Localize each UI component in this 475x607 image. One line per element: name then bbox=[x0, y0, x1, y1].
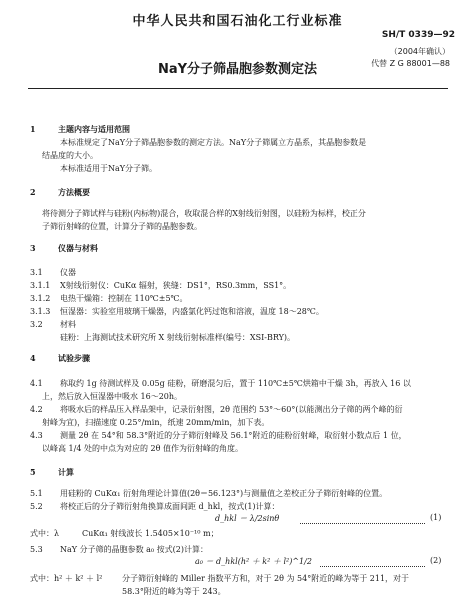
subsection-3-2: 3.2 材料 bbox=[30, 320, 76, 329]
section-5-heading bbox=[30, 466, 74, 479]
subsection-4-1: 4.1 称取约 1g 待测试样及 0.05g 硅粉，研磨混匀后，置于 110℃±5℃烘箱中干燥 3h，再放入 16 以 bbox=[30, 379, 411, 388]
equation-number: (1) bbox=[430, 513, 442, 522]
standard-code: SH/T 0339—92 bbox=[381, 30, 455, 40]
equation-leader bbox=[320, 566, 425, 567]
section-4-heading bbox=[30, 352, 90, 365]
paragraph: 将待测分子筛试样与硅粉(内标物)混合，收取混合样的X射线衍射图，以硅粉为标样，校正分 bbox=[42, 209, 366, 218]
subsection-5-3: 5.3 NaY 分子筛的晶胞参数 a₀ 按式(2)计算： bbox=[30, 545, 208, 554]
section-number: 5 bbox=[30, 467, 36, 477]
subsection-5-2: 5.2 将校正后的分子筛衍射角换算成面间距 d_hkl，按式(1)计算： bbox=[30, 502, 280, 511]
section-3-heading bbox=[30, 242, 98, 255]
subsection-3-1-1: 3.1.1 X射线衍射仪：CuKα 辐射，狭缝：DS1°，RS0.3mm，SS1°。 bbox=[30, 281, 292, 290]
section-title: 计算 bbox=[58, 467, 74, 477]
section-title: 仪器与材料 bbox=[58, 243, 98, 253]
definition-lambda: 式中：λ CuKα₁ 射线波长 1.5405×10⁻¹⁰ m； bbox=[30, 529, 219, 538]
definition-miller-cont: 58.3°附近的峰为等于 243。 bbox=[122, 587, 226, 596]
paragraph: 本标准适用于NaY分子筛。 bbox=[60, 164, 158, 173]
section-title: 方法概要 bbox=[58, 187, 90, 197]
paragraph: 本标准规定了NaY分子筛晶胞参数的测定方法。NaY分子筛属立方晶系，其晶胞参数是 bbox=[60, 138, 367, 147]
header-rule bbox=[28, 88, 448, 89]
equation-number: (2) bbox=[430, 556, 442, 565]
equation-1: d_hkl ＝ λ/2sinθ bbox=[215, 514, 280, 523]
section-number: 1 bbox=[30, 124, 36, 134]
equation-2: a₀ ＝ d_hkl(h² ＋ k² ＋ l²)^1/2 bbox=[195, 557, 312, 566]
section-1-heading bbox=[30, 123, 130, 136]
edition-note: （2004年确认） bbox=[389, 47, 450, 56]
subsection-3-1-2: 3.1.2 电热干燥箱：控制在 110℃±5℃。 bbox=[30, 294, 188, 303]
section-number: 2 bbox=[30, 187, 36, 197]
paragraph: 硅粉：上海测试技术研究所 X 射线衍射标准样(编号：XSI-BRY)。 bbox=[60, 333, 295, 342]
paragraph: 子筛衍射峰的位置，计算分子筛的晶胞参数。 bbox=[42, 222, 202, 231]
document-title: NaY分子筛晶胞参数测定法 bbox=[157, 62, 318, 77]
subsection-4-2-cont: 射峰为宜)，扫描速度 0.25°/min，纸速 20mm/min，加下表。 bbox=[42, 418, 270, 427]
subsection-4-1-cont: 上，然后放入恒湿器中吸水 16～20h。 bbox=[42, 392, 183, 401]
subsection-4-3-cont: 以峰高 1/4 处的中点为对应的 2θ 值作为衍射峰的角度。 bbox=[42, 444, 243, 453]
section-2-heading bbox=[30, 186, 90, 199]
replaces-note: 代替 Z G 88001—88 bbox=[371, 59, 450, 68]
subsection-4-3: 4.3 测量 2θ 在 54°和 58.3°附近的分子筛衍射峰及 56.1°附近的硅粉衍射峰，取衍射小数点后 1 位， bbox=[30, 431, 407, 440]
paragraph: 结晶度的大小。 bbox=[42, 151, 98, 160]
section-title: 试验步骤 bbox=[58, 353, 90, 363]
definition-miller: 式中：h² ＋ k² ＋ l² 分子筛衍射峰的 Miller 指数平方和，对于 2θ 为 54°附近的峰为等于 211，对于 bbox=[30, 574, 410, 583]
subsection-3-1-3: 3.1.3 恒湿器：实验室用玻璃干燥器，内盛氯化钙过饱和溶液，温度 18～28℃。 bbox=[30, 307, 324, 316]
subsection-4-2: 4.2 将吸水后的样品压入样品架中，记录衍射图，2θ 范围约 53°～60°(以能测出分子筛的两个峰的衍 bbox=[30, 405, 403, 414]
section-number: 4 bbox=[30, 353, 36, 363]
equation-leader bbox=[300, 523, 425, 524]
subsection-3-1: 3.1 仪器 bbox=[30, 268, 76, 277]
subsection-5-1: 5.1 用硅粉的 CuKα₁ 衍射角理论计算值(2θ＝56.123°)与测量值之差校正分子筛衍射峰的位置。 bbox=[30, 489, 388, 498]
section-number: 3 bbox=[30, 243, 36, 253]
standard-title: 中华人民共和国石油化工行业标准 bbox=[132, 14, 343, 29]
section-title: 主题内容与适用范围 bbox=[58, 124, 130, 134]
